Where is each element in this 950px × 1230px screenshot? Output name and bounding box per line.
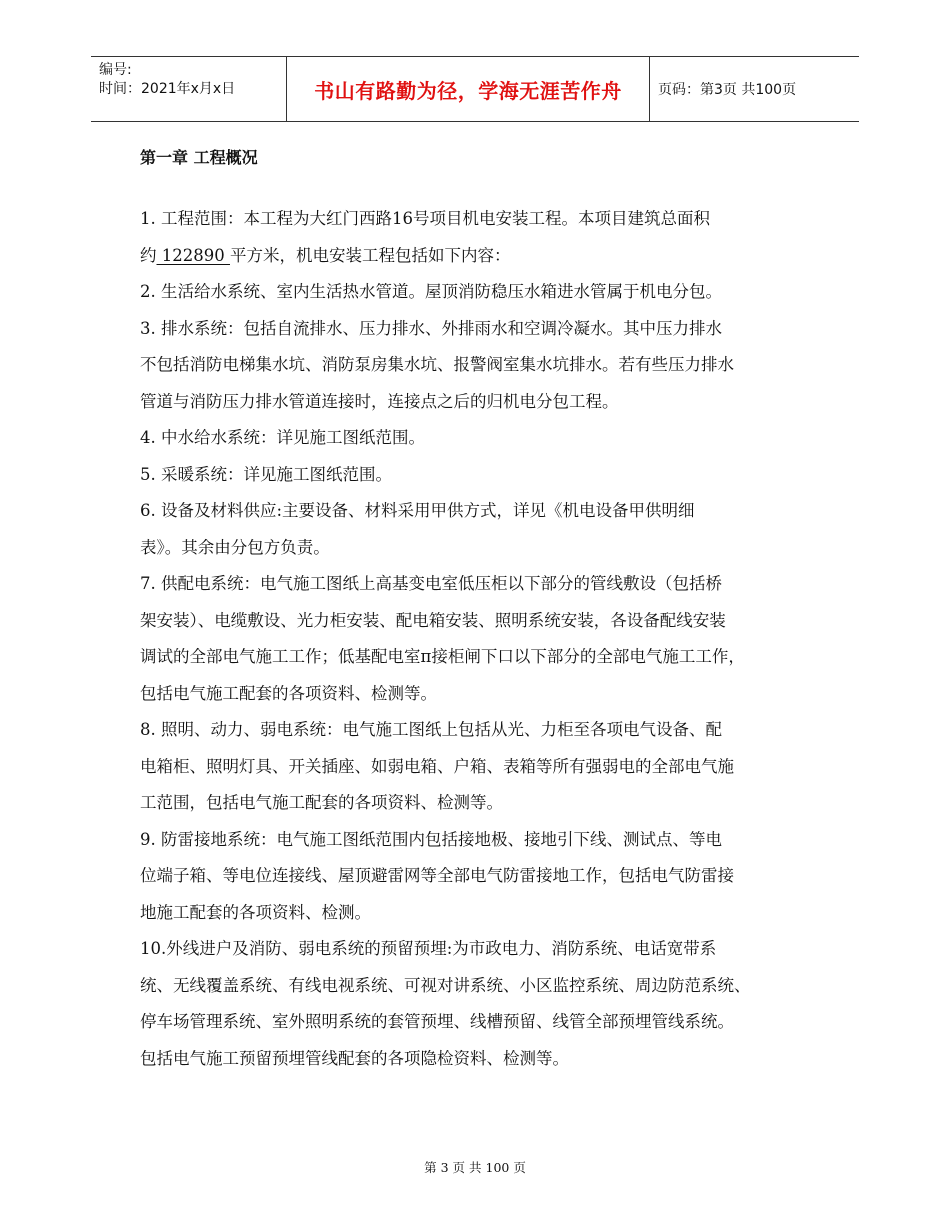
body-line-13: 调试的全部电气施工工作；低基配电室π接柜闸下口以下部分的全部电气施工工作， [140,647,745,666]
body-line-15: 8. 照明、动力、弱电系统：电气施工图纸上包括从光、力柜至各项电气设备、配 [140,720,722,739]
header-motto-cell [286,57,650,121]
body-line-3: 2. 生活给水系统、室内生活热水管道。屋顶消防稳压水箱进水管属于机电分包。 [140,282,722,301]
page-header [91,56,859,122]
body-line-9: 6. 设备及材料供应:主要设备、材料采用甲供方式，详见《机电设备甲供明细 [140,501,695,520]
header-page-info: 页码：第3页 共100页 [658,82,797,98]
body-line-2 [140,238,830,275]
body-line-17: 工范围，包括电气施工配套的各项资料、检测等。 [140,793,503,812]
page-footer: 第 3 页 共 100 页 [424,1160,526,1175]
body-line-4: 3. 排水系统：包括自流排水、压力排水、外排雨水和空调冷凝水。其中压力排水 [140,318,722,338]
document-number-label: 编号: [99,62,132,78]
body-line-5: 不包括消防电梯集水坑、消防泵房集水坑、报警阀室集水坑排水。若有些压力排水 [140,355,734,374]
body-line-22: 统、无线覆盖系统、有线电视系统、可视对讲系统、小区监控系统、周边防范系统、 [140,975,751,995]
body-line-18: 9. 防雷接地系统：电气施工图纸范围内包括接地极、接地引下线、测试点、等电 [140,829,722,849]
body-line-8: 5. 采暖系统：详见施工图纸范围。 [140,464,392,484]
body-line-16: 电箱柜、照明灯具、开关插座、如弱电箱、户箱、表箱等所有强弱电的全部电气施 [140,756,734,776]
body-line-7: 4. 中水给水系统：详见施工图纸范围。 [140,428,425,447]
header-meta [99,61,235,99]
body-line-6: 管道与消防压力排水管道连接时，连接点之后的归机电分包工程。 [140,391,619,411]
document-time-label: 时间：2021年x月x日 [99,81,236,97]
body-line-11: 7. 供配电系统：电气施工图纸上高基变电室低压柜以下部分的管线敷设（包括桥 [140,574,722,593]
body-line-21: 10.外线进户及消防、弱电系统的预留预埋:为市政电力、消防系统、电话宽带系 [140,939,717,958]
chapter-title: 第一章 工程概况 [140,148,258,167]
body-line-24: 包括电气施工预留预埋管线配套的各项隐检资料、检测等。 [140,1048,569,1068]
body-line-1: 1. 工程范围：本工程为大红门西路16号项目机电安装工程。本项目建筑总面积 [140,209,710,228]
area-suffix: 平方米，机电安装工程包括如下内容： [229,245,511,265]
area-prefix: 约 [140,245,157,265]
body-line-14: 包括电气施工配套的各项资料、检测等。 [140,683,437,703]
body-line-23: 停车场管理系统、室外照明系统的套管预埋、线槽预留、线管全部预埋管线系统。 [140,1012,734,1031]
body-line-12: 架安装）、电缆敷设、光力柜安装、配电箱安装、照明系统安装，各设备配线安装 [140,610,726,630]
header-motto: 书山有路勤为径，学海无涯苦作舟 [314,78,622,103]
document-body [140,201,830,1077]
body-line-10: 表》。其余由分包方负责。 [140,537,330,557]
body-line-20: 地施工配套的各项资料、检测。 [140,902,371,922]
total-area-value: 122890 [156,245,230,265]
body-line-19: 位端子箱、等电位连接线、屋顶避雷网等全部电气防雷接地工作，包括电气防雷接 [140,866,734,885]
